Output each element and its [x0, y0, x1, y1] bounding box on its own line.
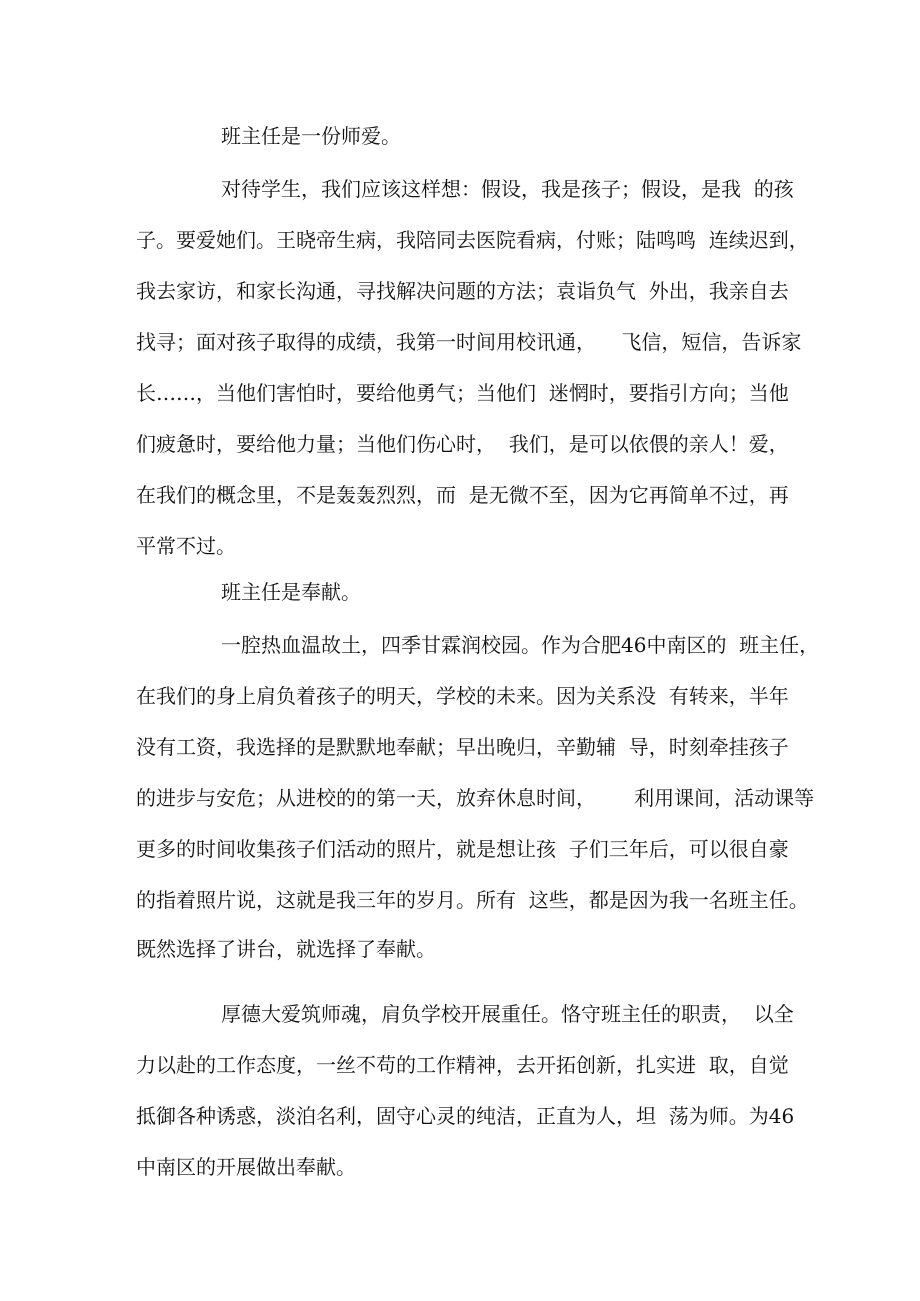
paragraph-line: 对待学生，我们应该这样想：假设，我是孩子；假设，是我 的孩 [221, 177, 794, 201]
paragraph-heading-dedication: 班主任是奉献。 [221, 580, 361, 604]
paragraph-line: 更多的时间收集孩子们活动的照片，就是想让孩 子们三年后，可以很自豪 [136, 837, 789, 861]
paragraph-line: 既然选择了讲台，就选择了奉献。 [136, 937, 436, 961]
paragraph-line: 我去家访，和家长沟通，寻找解决问题的方法；袁诣负气 外出，我亲自去 [136, 279, 789, 303]
paragraph-line: 找寻；面对孩子取得的成绩，我第一时间用校讯通， 飞信，短信，告诉家 [136, 330, 802, 354]
paragraph-line: 抵御各种诱惑，淡泊名利，固守心灵的纯洁，正直为人，坦 荡为师。为46 [136, 1104, 795, 1128]
paragraph-line: 的进步与安危；从进校的的第一天，放弃休息时间， 利用课间，活动课等 [136, 786, 815, 810]
paragraph-line: 力以赴的工作态度，一丝不苟的工作精神，去开拓创新，扎实进 取，自觉 [136, 1053, 789, 1077]
paragraph-line: 子。要爱她们。王晓帝生病，我陪同去医院看病，付账；陆鸣鸣 连续迟到， [136, 228, 809, 252]
paragraph-line: 厚德大爱筑师魂，肩负学校开展重任。恪守班主任的职责， 以全 [221, 1002, 794, 1026]
paragraph-line: 的指着照片说，这就是我三年的岁月。所有 这些，都是因为我一名班主任。 [136, 888, 809, 912]
paragraph-line: 在我们的概念里，不是轰轰烈烈，而 是无微不至，因为它再简单不过，再 [136, 483, 789, 507]
paragraph-line: 没有工资，我选择的是默默地奉献；早出晚归，辛勤辅 导，时刻牵挂孩子 [136, 735, 789, 759]
paragraph-line: 长……，当他们害怕时，要给他勇气；当他们 迷惘时，要指引方向；当他 [136, 381, 789, 405]
paragraph-line: 在我们的身上肩负着孩子的明天，学校的未来。因为关系没 有转来，半年 [136, 684, 789, 708]
paragraph-line: 一腔热血温故土，四季甘霖润校园。作为合肥46中南区的 班主任， [221, 633, 820, 657]
paragraph-line: 平常不过。 [136, 534, 236, 558]
paragraph-line: 们疲惫时，要给他力量；当他们伤心时， 我们，是可以依偎的亲人！爱， [136, 432, 789, 456]
paragraph-line: 中南区的开展做出奉献。 [136, 1155, 356, 1179]
paragraph-heading-love: 班主任是一份师爱。 [221, 124, 401, 148]
